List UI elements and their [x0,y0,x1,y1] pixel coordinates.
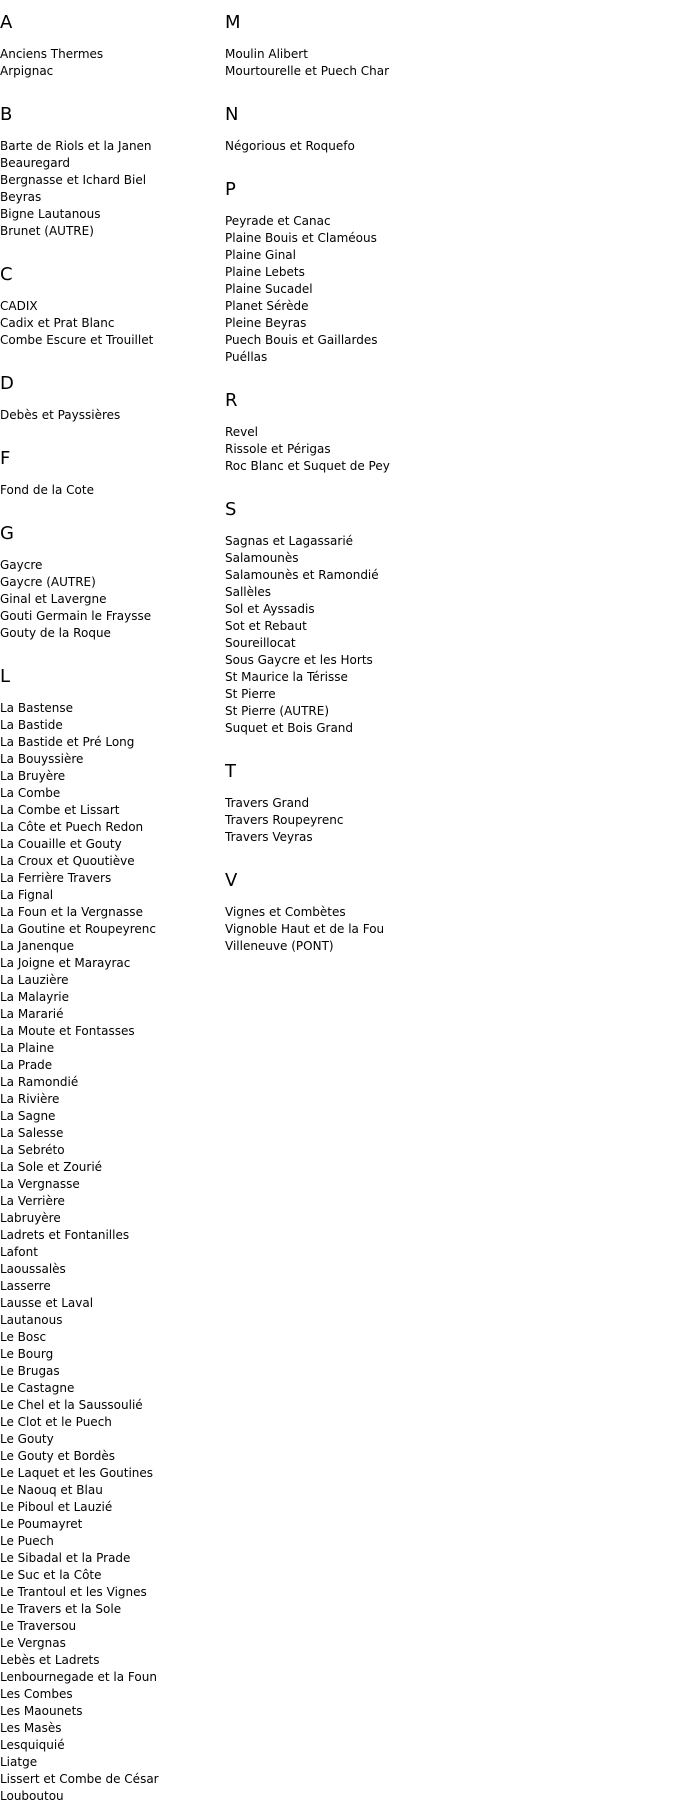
place-link-la-vergnasse[interactable]: La Vergnasse [0,1177,80,1191]
place-link-la-couaille-et-gouty[interactable]: La Couaille et Gouty [0,837,122,851]
place-link-le-gouty[interactable]: Le Gouty [0,1432,54,1446]
place-link-la-goutine-et-roupeyrenc[interactable]: La Goutine et Roupeyrenc [0,922,156,936]
place-list [0,557,225,642]
place-link-la-bruyere[interactable]: La Bruyère [0,769,66,783]
place-link-suquet-et-bois-grand[interactable]: Suquet et Bois Grand [225,721,354,735]
letter-heading: N [225,104,239,125]
place-link-puellas[interactable]: Puéllas [225,350,268,364]
place-link-les-mases[interactable]: Les Masès [0,1721,62,1735]
place-link-lasserre[interactable]: Lasserre [0,1279,51,1293]
place-list [0,700,225,1805]
place-link-combe-escure-et-trouillet[interactable]: Combe Escure et Trouillet [0,333,154,347]
place-link-revel[interactable]: Revel [225,425,258,439]
place-link-la-plaine[interactable]: La Plaine [0,1041,55,1055]
place-link-sot-et-rebaut[interactable]: Sot et Rebaut [225,619,307,633]
letter-heading: S [225,499,237,520]
place-link-la-combe[interactable]: La Combe [0,786,61,800]
place-link-villeneuve-pont[interactable]: Villeneuve (PONT) [225,939,334,953]
place-link-la-fignal[interactable]: La Fignal [0,888,54,902]
letter-group-b [0,104,225,240]
place-link-cadix[interactable]: CADIX [0,299,38,313]
place-link-sous-gaycre-et-les-horts[interactable]: Sous Gaycre et les Horts [225,653,373,667]
place-link-la-bastense[interactable]: La Bastense [0,701,74,715]
place-link-la-combe-et-lissart[interactable]: La Combe et Lissart [0,803,120,817]
left-column [0,0,225,1805]
place-link-salamounes-et-ramondie[interactable]: Salamounès et Ramondié [225,568,379,582]
place-link-debes-et-payssieres[interactable]: Debès et Payssières [0,408,121,422]
place-link-gouti-germain-le-fraysse[interactable]: Gouti Germain le Fraysse [0,609,152,623]
place-link-lautanous[interactable]: Lautanous [0,1313,63,1327]
place-link-le-bosc[interactable]: Le Bosc [0,1330,47,1344]
place-link-la-salesse[interactable]: La Salesse [0,1126,64,1140]
letter-group-f [0,448,225,499]
letter-heading: B [0,104,13,125]
place-list [0,46,225,80]
place-link-le-naouq-et-blau[interactable]: Le Naouq et Blau [0,1483,103,1497]
place-link-beyras[interactable]: Beyras [0,190,42,204]
place-list [225,46,525,80]
place-link-puech-bouis-et-gaillardes[interactable]: Puech Bouis et Gaillardes [225,333,378,347]
place-link-plaine-ginal[interactable]: Plaine Ginal [225,248,296,262]
place-link-cadix-et-prat-blanc[interactable]: Cadix et Prat Blanc [0,316,115,330]
letter-heading: R [225,390,238,411]
place-link-plaine-bouis-et-clameous[interactable]: Plaine Bouis et Claméous [225,231,377,245]
place-link-fond-de-la-cote[interactable]: Fond de la Cote [0,483,94,497]
place-link-la-moute-et-fontasses[interactable]: La Moute et Fontasses [0,1024,135,1038]
place-link-la-janenque[interactable]: La Janenque [0,939,74,953]
place-list [0,482,225,499]
letter-heading: L [0,666,11,687]
place-link-soureillocat[interactable]: Soureillocat [225,636,296,650]
letter-heading: V [225,870,238,891]
place-link-st-pierre-autre[interactable]: St Pierre (AUTRE) [225,704,330,718]
place-list [225,424,525,475]
place-link-vignes-et-combetes[interactable]: Vignes et Combètes [225,905,346,919]
place-link-laoussales[interactable]: Laoussalès [0,1262,66,1276]
place-link-le-puech[interactable]: Le Puech [0,1534,54,1548]
place-link-la-joigne-et-marayrac[interactable]: La Joigne et Marayrac [0,956,131,970]
place-link-lebes-et-ladrets[interactable]: Lebès et Ladrets [0,1653,100,1667]
place-link-le-bourg[interactable]: Le Bourg [0,1347,54,1361]
letter-heading: A [0,12,13,33]
right-column [225,0,525,955]
place-link-lenbournegade-et-la-foun[interactable]: Lenbournegade et la Foun [0,1670,157,1684]
place-link-la-croux-et-quoutieve[interactable]: La Croux et Quoutiève [0,854,135,868]
place-list [0,138,225,240]
place-link-plaine-lebets[interactable]: Plaine Lebets [225,265,305,279]
place-link-la-sebreto[interactable]: La Sebréto [0,1143,65,1157]
place-link-le-laquet-et-les-goutines[interactable]: Le Laquet et les Goutines [0,1466,154,1480]
place-link-st-pierre[interactable]: St Pierre [225,687,276,701]
place-link-lafont[interactable]: Lafont [0,1245,38,1259]
place-link-anciens-thermes[interactable]: Anciens Thermes [0,47,104,61]
letter-heading: M [225,12,241,33]
letter-heading: D [0,373,14,394]
letter-group-t [225,761,525,846]
letter-group-r [225,390,525,475]
place-link-sol-et-ayssadis[interactable]: Sol et Ayssadis [225,602,315,616]
place-link-la-ramondie[interactable]: La Ramondié [0,1075,79,1089]
place-link-negorious-et-roquefo[interactable]: Négorious et Roquefo [225,139,355,153]
place-link-lesquiquie[interactable]: Lesquiquié [0,1738,65,1752]
place-link-le-trantoul-et-les-vignes[interactable]: Le Trantoul et les Vignes [0,1585,147,1599]
place-link-gaycre-autre[interactable]: Gaycre (AUTRE) [0,575,96,589]
place-link-le-travers-et-la-sole[interactable]: Le Travers et la Sole [0,1602,122,1616]
place-list [225,213,525,366]
place-list [225,904,525,955]
place-link-ladrets-et-fontanilles[interactable]: Ladrets et Fontanilles [0,1228,130,1242]
place-link-salamounes[interactable]: Salamounès [225,551,299,565]
place-list [225,533,525,737]
place-link-le-piboul-et-lauzie[interactable]: Le Piboul et Lauzié [0,1500,113,1514]
place-link-le-poumayret[interactable]: Le Poumayret [0,1517,83,1531]
letter-group-g [0,523,225,642]
place-link-moulin-alibert[interactable]: Moulin Alibert [225,47,308,61]
place-link-lausse-et-laval[interactable]: Lausse et Laval [0,1296,94,1310]
place-link-ginal-et-lavergne[interactable]: Ginal et Lavergne [0,592,107,606]
letter-heading: F [0,448,11,469]
place-link-les-maounets[interactable]: Les Maounets [0,1704,83,1718]
place-link-salleles[interactable]: Sallèles [225,585,271,599]
letter-heading: C [0,264,13,285]
letter-group-m [225,12,525,80]
place-link-le-suc-et-la-cote[interactable]: Le Suc et la Côte [0,1568,102,1582]
place-link-gaycre[interactable]: Gaycre [0,558,43,572]
place-link-arpignac[interactable]: Arpignac [0,64,54,78]
place-link-le-gouty-et-bordes[interactable]: Le Gouty et Bordès [0,1449,115,1463]
place-link-les-combes[interactable]: Les Combes [0,1687,73,1701]
place-link-rissole-et-perigas[interactable]: Rissole et Périgas [225,442,331,456]
place-link-la-sole-et-zourie[interactable]: La Sole et Zourié [0,1160,103,1174]
place-link-la-bouyssiere[interactable]: La Bouyssière [0,752,84,766]
letter-heading: G [0,523,14,544]
place-link-sagnas-et-lagassarie[interactable]: Sagnas et Lagassarié [225,534,354,548]
place-link-la-foun-et-la-vergnasse[interactable]: La Foun et la Vergnasse [0,905,143,919]
place-link-lissert-et-combe-de-cesar[interactable]: Lissert et Combe de César [0,1772,159,1786]
place-link-la-sagne[interactable]: La Sagne [0,1109,56,1123]
place-link-la-lauziere[interactable]: La Lauzière [0,973,69,987]
place-list [0,407,225,424]
place-link-la-mararie[interactable]: La Mararié [0,1007,64,1021]
place-link-vignoble-haut-et-de-la-fou[interactable]: Vignoble Haut et de la Fou [225,922,385,936]
letter-group-p [225,179,525,366]
place-link-planet-serede[interactable]: Planet Sérède [225,299,309,313]
place-link-le-clot-et-le-puech[interactable]: Le Clot et le Puech [0,1415,112,1429]
letter-heading: P [225,179,236,200]
place-link-roc-blanc-et-suquet-de-pey[interactable]: Roc Blanc et Suquet de Pey [225,459,390,473]
place-link-peyrade-et-canac[interactable]: Peyrade et Canac [225,214,331,228]
place-link-bergnasse-et-ichard-biel[interactable]: Bergnasse et Ichard Biel [0,173,147,187]
place-link-plaine-sucadel[interactable]: Plaine Sucadel [225,282,313,296]
place-list [0,298,225,349]
place-list [225,795,525,846]
place-link-mourtourelle-et-puech-char[interactable]: Mourtourelle et Puech Char [225,64,390,78]
place-link-la-verriere[interactable]: La Verrière [0,1194,65,1208]
place-list [225,138,525,155]
place-link-le-traversou[interactable]: Le Traversou [0,1619,77,1633]
place-link-la-malayrie[interactable]: La Malayrie [0,990,69,1004]
place-link-le-castagne[interactable]: Le Castagne [0,1381,75,1395]
place-link-le-brugas[interactable]: Le Brugas [0,1364,60,1378]
place-link-st-maurice-la-terisse[interactable]: St Maurice la Térisse [225,670,348,684]
place-link-la-bastide[interactable]: La Bastide [0,718,63,732]
place-link-le-chel-et-la-saussoulie[interactable]: Le Chel et la Saussoulié [0,1398,143,1412]
place-link-le-vergnas[interactable]: Le Vergnas [0,1636,66,1650]
place-link-pleine-beyras[interactable]: Pleine Beyras [225,316,307,330]
place-link-gouty-de-la-roque[interactable]: Gouty de la Roque [0,626,111,640]
place-link-la-ferriere-travers[interactable]: La Ferrière Travers [0,871,112,885]
letter-group-d [0,373,225,424]
place-link-louboutou[interactable]: Louboutou [0,1789,64,1803]
place-link-la-cote-et-puech-redon[interactable]: La Côte et Puech Redon [0,820,144,834]
letter-group-l [0,666,225,1805]
letter-group-c [0,264,225,349]
place-link-barte-de-riols-et-la-janen[interactable]: Barte de Riols et la Janen [0,139,152,153]
place-link-travers-grand[interactable]: Travers Grand [225,796,310,810]
place-link-bigne-lautanous[interactable]: Bigne Lautanous [0,207,101,221]
place-link-liatge[interactable]: Liatge [0,1755,38,1769]
letter-group-a [0,12,225,80]
place-link-la-bastide-et-pre-long[interactable]: La Bastide et Pré Long [0,735,135,749]
place-link-le-sibadal-et-la-prade[interactable]: Le Sibadal et la Prade [0,1551,131,1565]
place-link-la-riviere[interactable]: La Rivière [0,1092,60,1106]
letter-heading: T [225,761,236,782]
place-link-beauregard[interactable]: Beauregard [0,156,70,170]
place-link-travers-roupeyrenc[interactable]: Travers Roupeyrenc [225,813,344,827]
place-link-la-prade[interactable]: La Prade [0,1058,53,1072]
place-link-brunet-autre[interactable]: Brunet (AUTRE) [0,224,94,238]
place-link-travers-veyras[interactable]: Travers Veyras [225,830,313,844]
letter-group-v [225,870,525,955]
letter-group-s [225,499,525,737]
place-link-labruyere[interactable]: Labruyère [0,1211,61,1225]
letter-group-n [225,104,525,155]
